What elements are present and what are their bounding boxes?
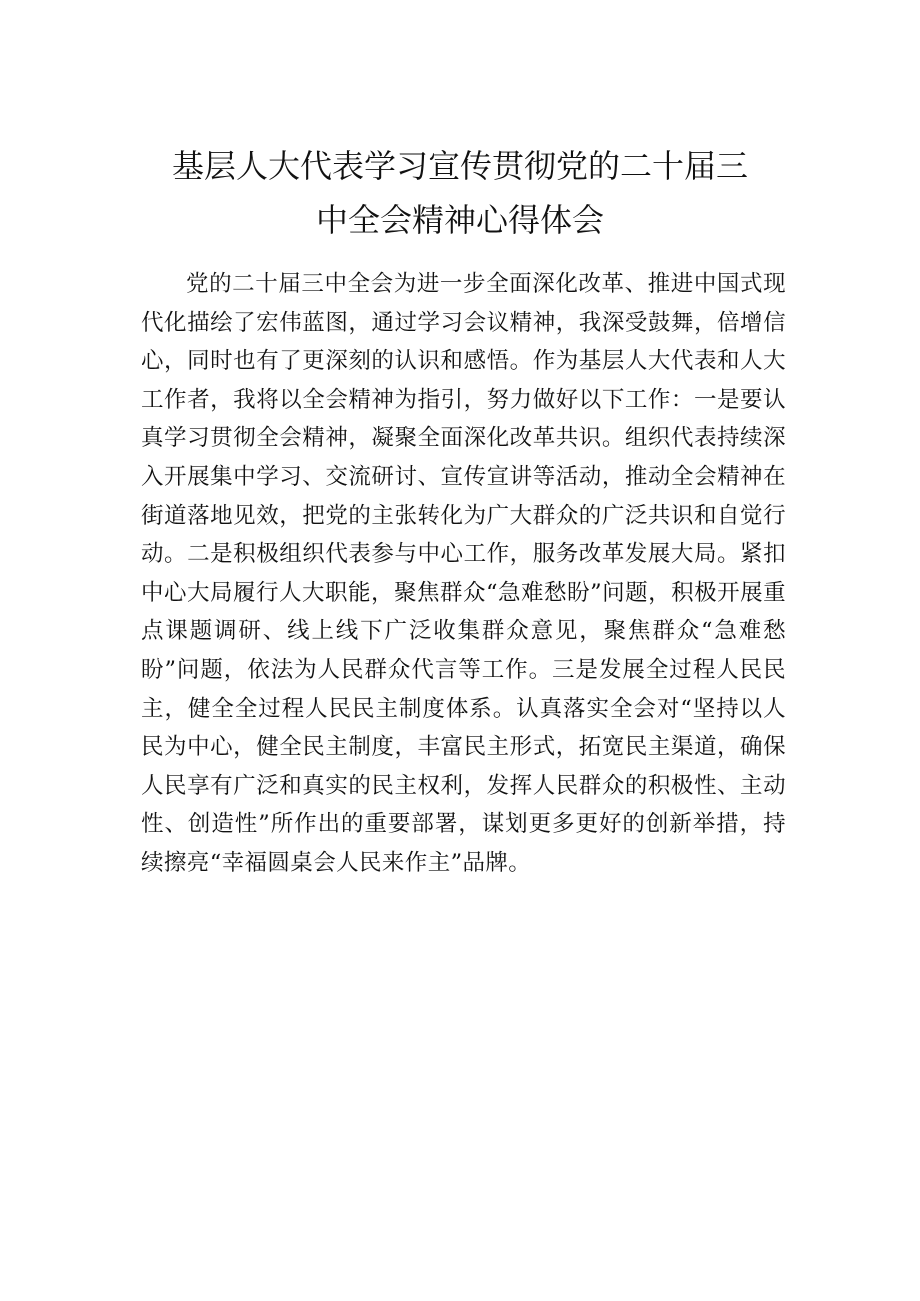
body-paragraph: 党的二十届三中全会为进一步全面深化改革、推进中国式现代化描绘了宏伟蓝图，通过学习会议精神，我深受鼓舞，倍增信心，同时也有了更深刻的认识和感悟。作为基层人大代表和人大工作者，我将以全会精神为指引，努力做好以下工作：一是要认真学习贯彻全会精神，凝聚全面深化改革共识。组织代表持续深入开展集中学习、交流研讨、宣传宣讲等活动，推动全会精神在街道落地见效，把党的主张转化为广大群众的广泛共识和自觉行动。二是积极组织代表参与中心工作，服务改革发展大局。紧扣中心大局履行人大职能，聚焦群众“急难愁盼”问题，积极开展重点课题调研、线上线下广泛收集群众意见，聚焦群众“急难愁盼”问题，依法为人民群众代言等工作。三是发展全过程人民民主，健全全过程人民民主制度体系。认真落实全会对“坚持以人民为中心，健全民主制度，丰富民主形式，拓宽民主渠道，确保人民享有广泛和真实的民主权利，发挥人民群众的积极性、主动性、创造性”所作出的重要部署，谋划更多更好的创新举措，持续擦亮“幸福圆桌会人民来作主”品牌。	[141, 271, 786, 876]
title-line-1: 基层人大代表学习宣传贯彻党的二十届三	[171, 147, 748, 185]
title-line-2: 中全会精神心得体会	[315, 201, 604, 239]
